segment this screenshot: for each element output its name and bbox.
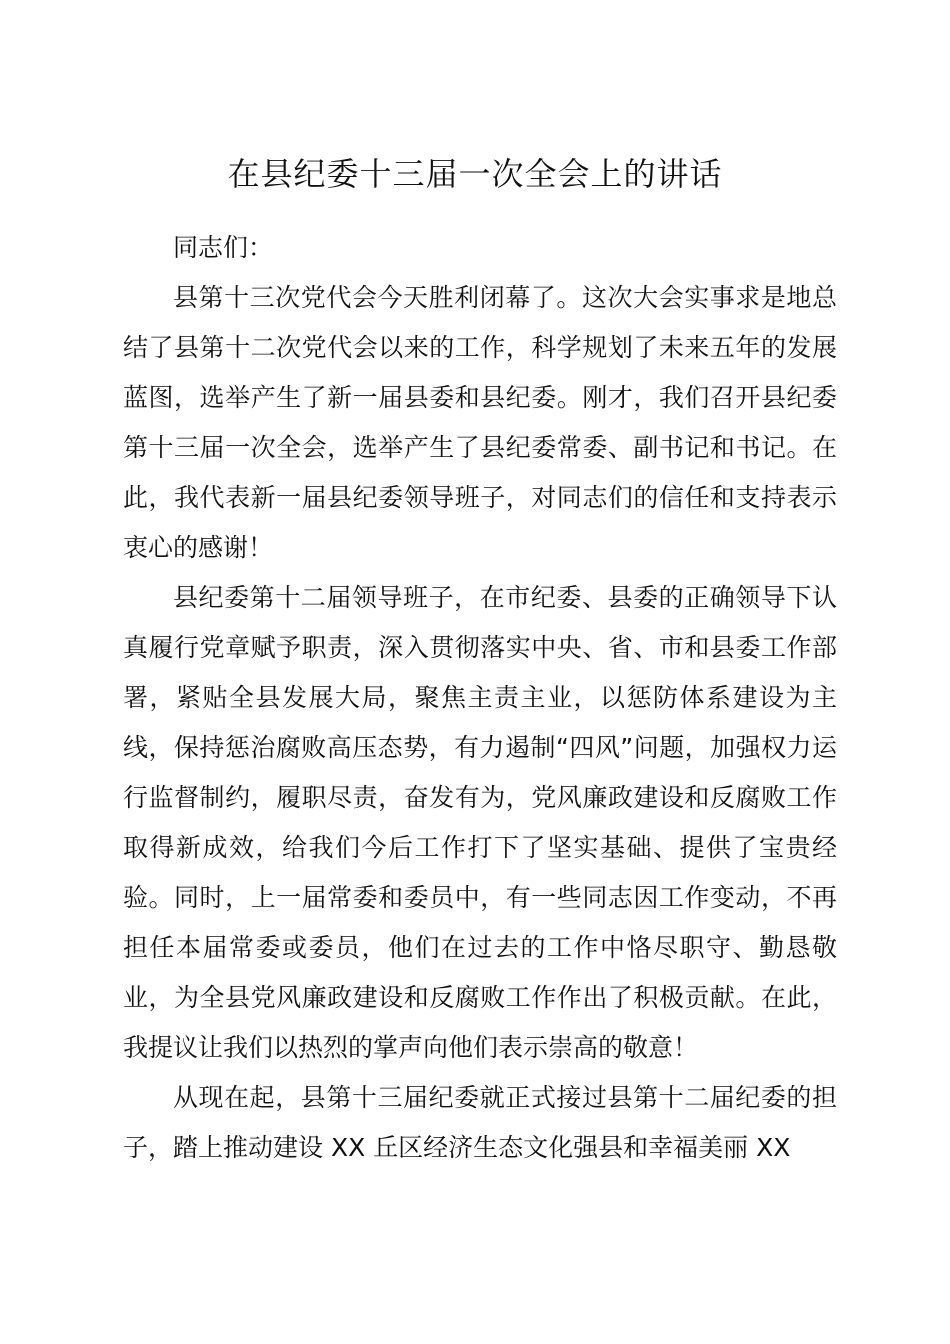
paragraph-2: 县纪委第十二届领导班子，在市纪委、县委的正确领导下认真履行党章赋予职责，深入贯彻落实中央、省、市和县委工作部署，紧贴全县发展大局，聚焦主责主业，以惩防体系建设为主线，保持惩治腐败高压态势，有力遏制“四风”问题，加强权力运行监督制约，履职尽责，奋发有为，党风廉政建设和反腐败工作取得新成效，给我们今后工作打下了坚实基础、提供了宝贵经验。同时，上一届常委和委员中，有一些同志因工作变动，不再担任本届常委或委员，他们在过去的工作中恪尽职守、勤恳敬业，为全县党风廉政建设和反腐败工作作出了积极贡献。在此，我提议让我们以热烈的掌声向他们表示崇高的敬意！ [123, 583, 837, 1062]
paragraph-3: 从现在起，县第十三届纪委就正式接过县第十二届纪委的担子，踏上推动建设 XX 丘区经济生态文化强县和幸福美丽 XX [123, 1083, 837, 1162]
paragraph-1: 县第十三次党代会今天胜利闭幕了。这次大会实事求是地总结了县第十二次党代会以来的工作，科学规划了未来五年的发展蓝图，选举产生了新一届县委和县纪委。刚才，我们召开县纪委第十三届一次全会，选举产生了县纪委常委、副书记和书记。在此，我代表新一届县纪委领导班子，对同志们的信任和支持表示衷心的感谢！ [123, 283, 837, 562]
salutation: 同志们： [173, 233, 274, 262]
document-title: 在县纪委十三届一次全会上的讲话 [227, 155, 723, 193]
document-body [123, 223, 837, 1173]
